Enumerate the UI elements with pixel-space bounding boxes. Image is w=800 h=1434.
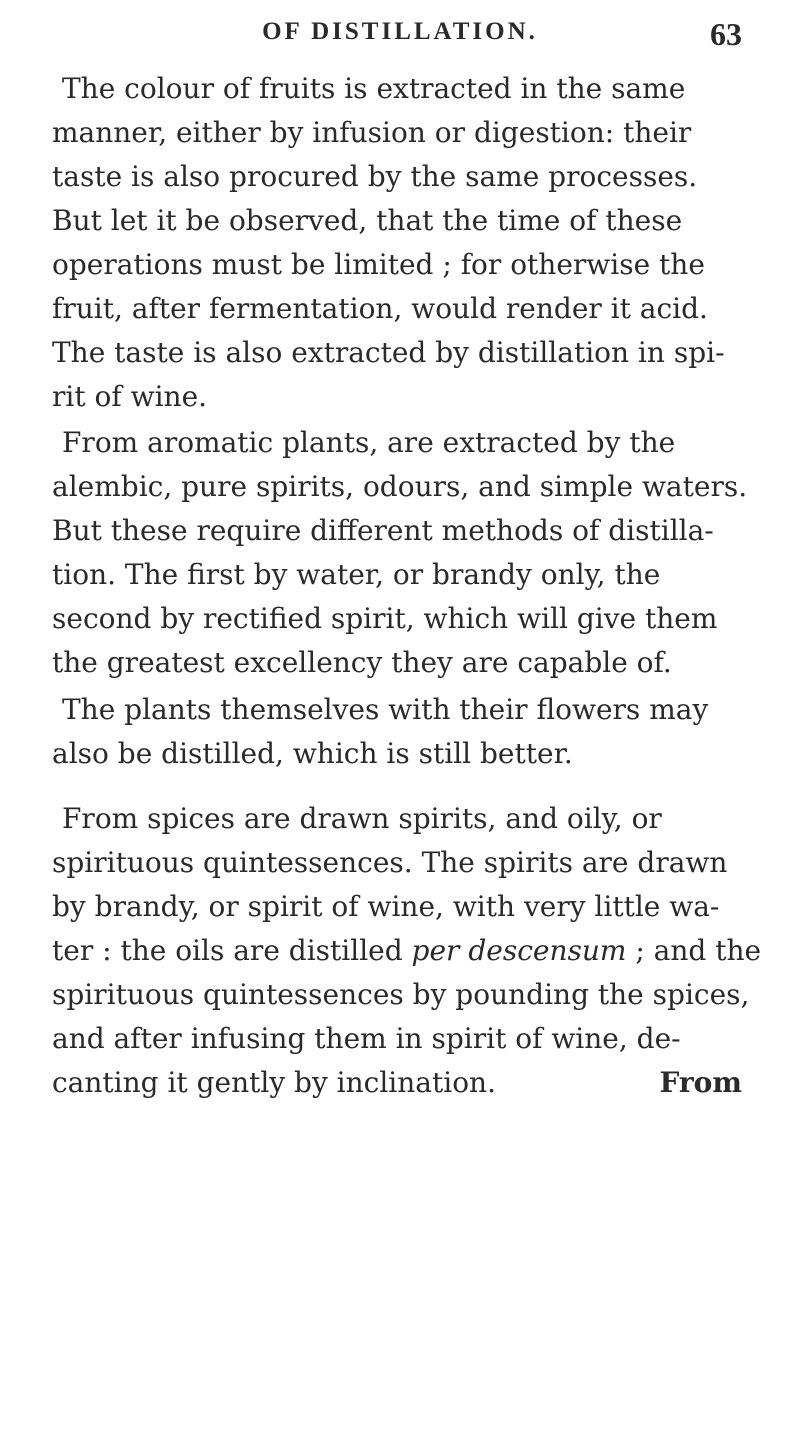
text-line: tion. The first by water, or brandy only, the (52, 558, 661, 591)
text-line: canting it gently by inclination. (52, 1066, 496, 1099)
running-head (0, 18, 800, 58)
text-line: operations must be limited ; for otherwise the (52, 248, 705, 281)
running-title: OF DISTILLATION. (262, 18, 538, 45)
paragraph-fruits (52, 67, 752, 419)
text-line: From aromatic plants, are extracted by the (62, 426, 676, 459)
text-line: taste is also procured by the same processes. (52, 160, 698, 193)
text-line: alembic, pure spirits, odours, and simple waters. (52, 470, 748, 503)
text-line: The taste is also extracted by distillation in spi- (52, 336, 725, 369)
text-line: and after infusing them in spirit of wine, de- (52, 1022, 681, 1055)
text-line: The plants themselves with their flowers may (62, 693, 709, 726)
text-line: second by rectified spirit, which will give them (52, 602, 718, 635)
text-line: spirituous quintessences. The spirits are drawn (52, 846, 728, 879)
paragraph-spices (52, 797, 762, 1105)
text-line: But these require different methods of distilla- (52, 514, 714, 547)
text-line: also be distilled, which is still better. (52, 737, 573, 770)
paragraph-aromatic-plants (52, 421, 752, 685)
catchword: From (659, 1066, 742, 1099)
latin-phrase: per descensum (411, 934, 627, 967)
text-line: by brandy, or spirit of wine, with very little wa- (52, 890, 720, 923)
text-line: the greatest excellency they are capable of. (52, 646, 672, 679)
text-line: But let it be observed, that the time of these (52, 204, 683, 237)
text-line: ter : the oils are distilled per descensum ; and the (52, 934, 762, 967)
text-line: From spices are drawn spirits, and oily, or (62, 802, 662, 835)
text-line: manner, either by infusion or digestion: their (52, 116, 692, 149)
text-line: The colour of fruits is extracted in the same (62, 72, 686, 105)
paragraph-plants-flowers (52, 688, 752, 776)
page-number: 63 (710, 16, 742, 52)
text-line: spirituous quintessences by pounding the spices, (52, 978, 750, 1011)
text-line: rit of wine. (52, 380, 208, 413)
text-line: fruit, after fermentation, would render it acid. (52, 292, 708, 325)
